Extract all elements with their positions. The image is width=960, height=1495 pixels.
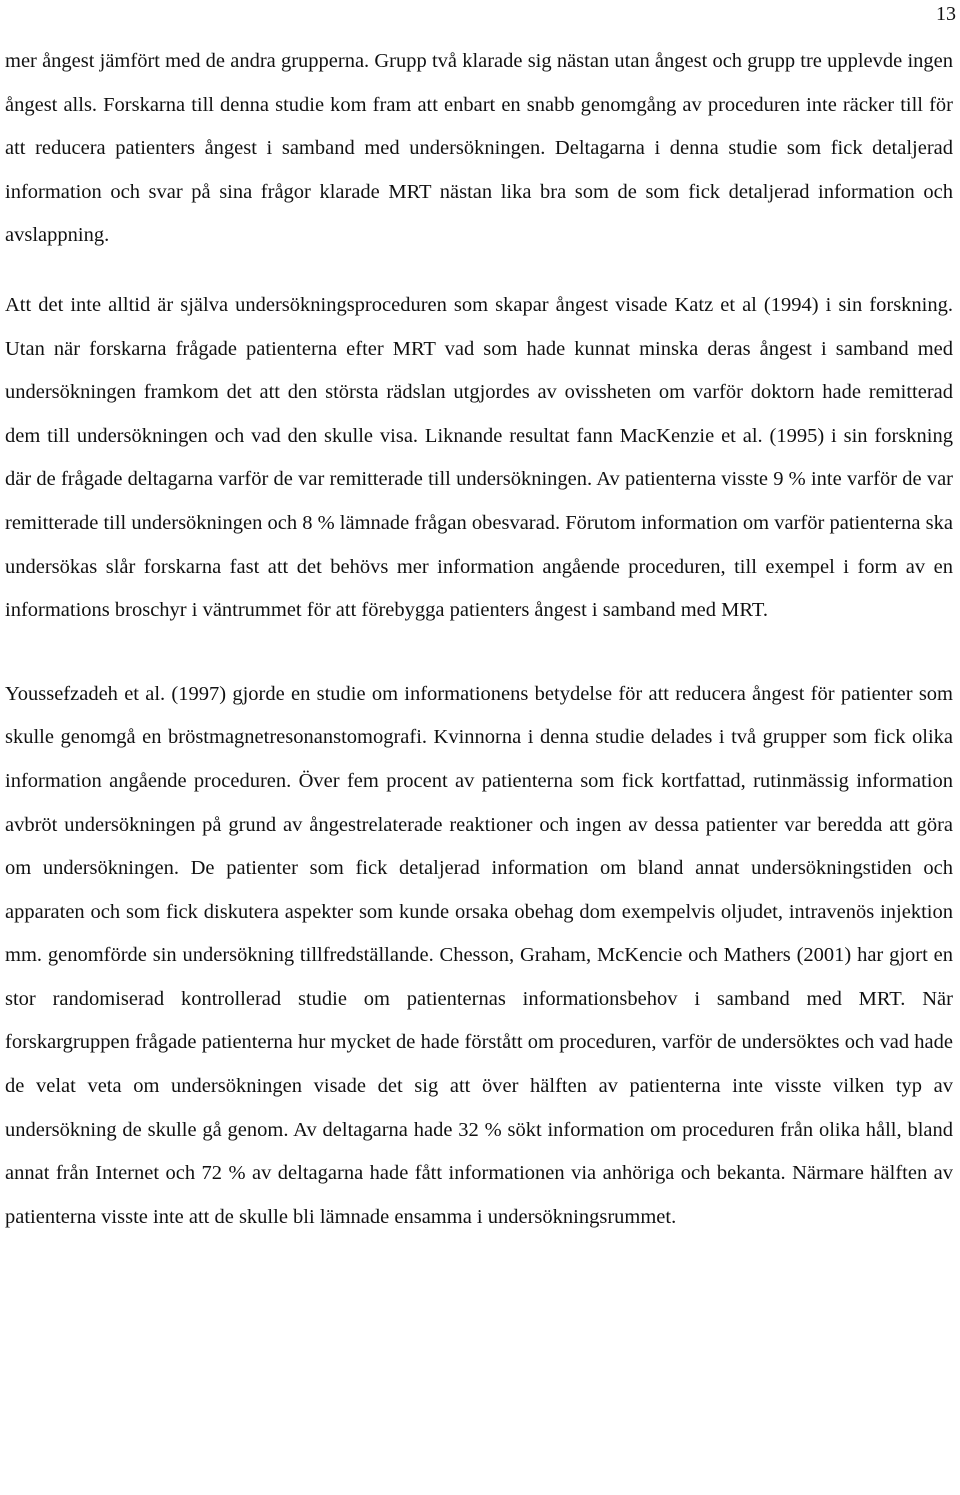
- page-number: 13: [936, 3, 956, 25]
- body-text: [5, 40, 953, 1239]
- paragraph-3: Youssefzadeh et al. (1997) gjorde en studie om informationens betydelse för att reducera ångest för patienter som skulle genomgå en bröstmagnetresonanstomografi. Kvinnorna i denna studie delades i två grupper som fick olika information angående proceduren. Över fem procent av patienterna som fick kortfattad, rutinmässig information avbröt undersökningen på grund av ångestrelaterade reaktioner och ingen av dessa patienter var beredda att göra om undersökningen. De patienter som fick detaljerad information om bland annat undersökningstiden och apparaten och som fick diskutera aspekter som kunde orsaka obehag dom exempelvis oljudet, intravenös injektion mm. genomförde sin undersökning tillfredställande. Chesson, Graham, McKencie och Mathers (2001) har gjort en stor randomiserad kontrollerad studie om patienternas informationsbehov i samband med MRT. När forskargruppen frågade patienterna hur mycket de hade förstått om proceduren, varför de undersöktes och vad hade de velat veta om undersökningen visade det sig att över hälften av patienterna inte visste vilken typ av undersökning de skulle gå genom. Av deltagarna hade 32 % sökt information om proceduren från olika håll, bland annat från Internet och 72 % av deltagarna hade fått informationen via anhöriga och bekanta. Närmare hälften av patienterna visste inte att de skulle bli lämnade ensamma i undersökningsrummet.: [5, 682, 953, 1228]
- paragraph-2: Att det inte alltid är själva undersökningsproceduren som skapar ångest visade Katz et al (1994) i sin forskning. Utan när forskarna frågade patienterna efter MRT vad som hade kunnat minska deras ångest i samband med undersökningen framkom det att den största rädslan utgjordes av ovissheten om varför doktorn hade remitterad dem till undersökningen och vad den skulle visa. Liknande resultat fann MacKenzie et al. (1995) i sin forskning där de frågade deltagarna varför de var remitterade till undersökningen. Av patienterna visste 9 % inte varför de var remitterade till undersökningen och 8 % lämnade frågan obesvarad. Förutom information om varför patienterna ska undersökas slår forskarna fast att det behövs mer information angående proceduren, till exempel i form av en informations broschyr i väntrummet för att förebygga patienters ångest i samband med MRT.: [5, 293, 953, 622]
- paragraph-1: mer ångest jämfört med de andra grupperna. Grupp två klarade sig nästan utan ångest och grupp tre upplevde ingen ångest alls. Forskarna till denna studie kom fram att enbart en snabb genomgång av proceduren inte räcker till för att reducera patienters ångest i samband med undersökningen. Deltagarna i denna studie som fick detaljerad information och svar på sina frågor klarade MRT nästan lika bra som de som fick detaljerad information och avslappning.: [5, 50, 953, 247]
